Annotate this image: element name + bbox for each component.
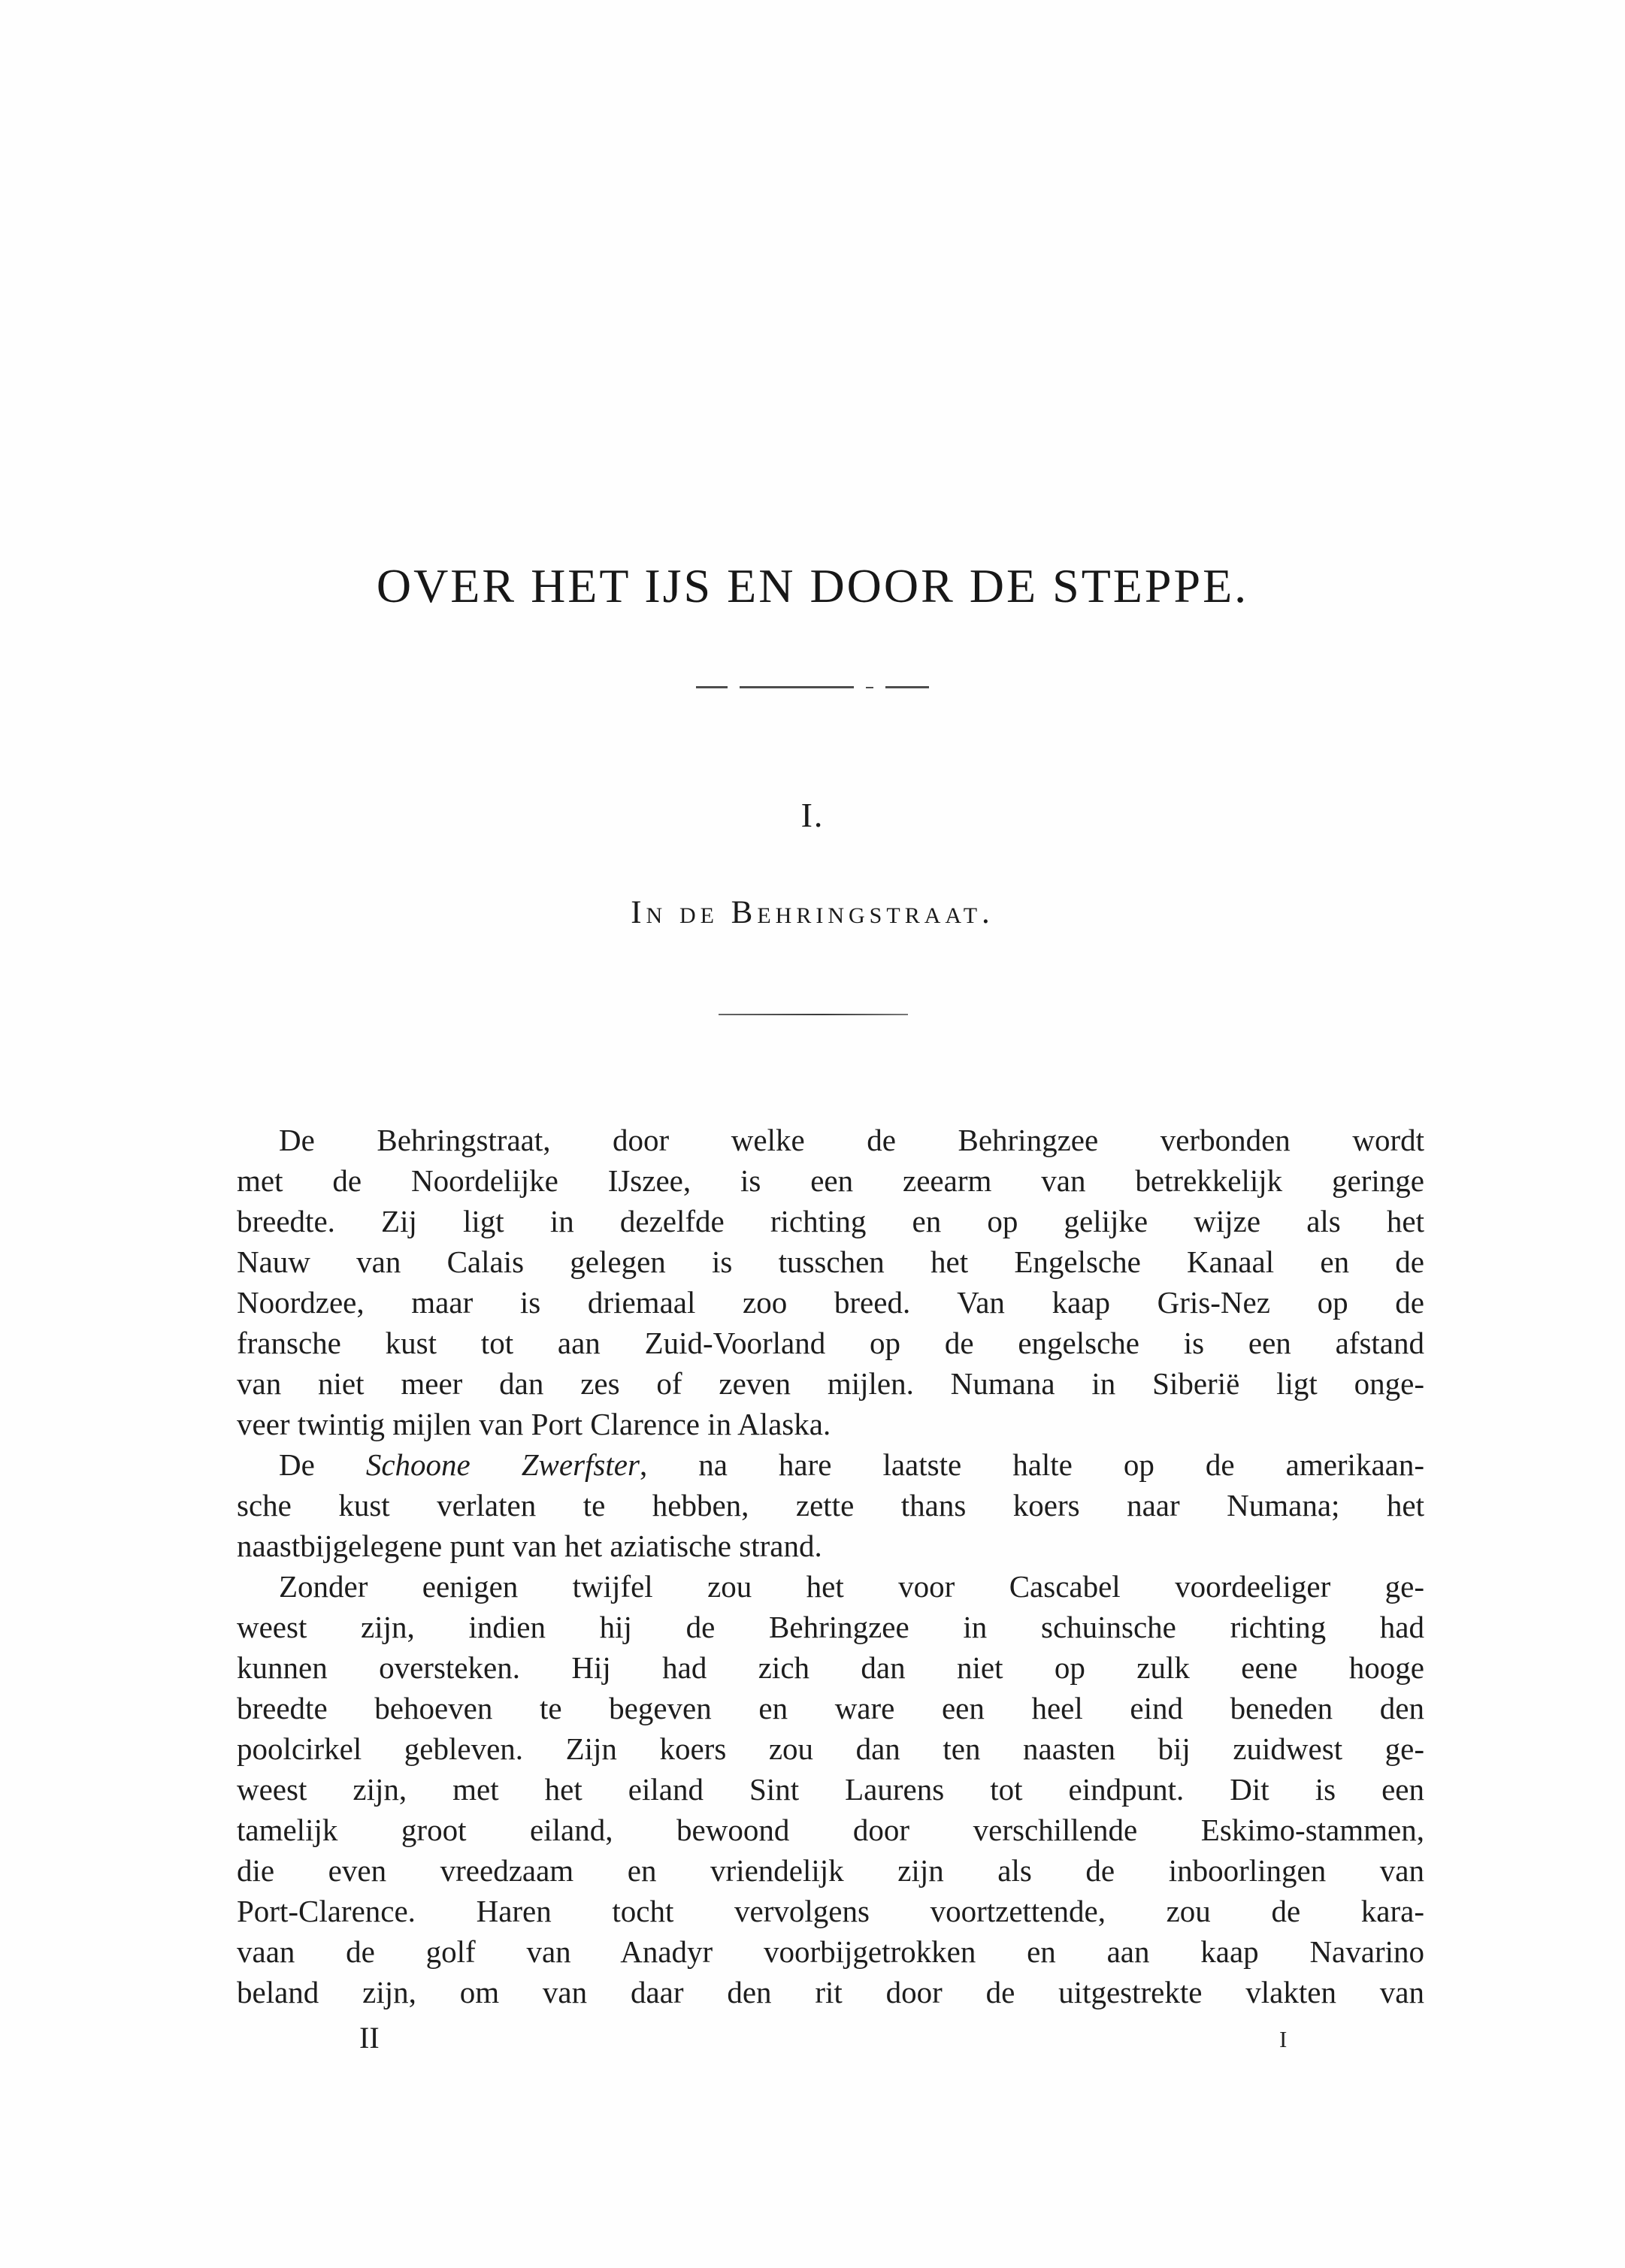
body-line: Nauw van Calais gelegen is tusschen het Engelsche Kanaal en de xyxy=(237,1244,1424,1279)
body-line: breedte behoeven te begeven en ware een heel eind beneden den xyxy=(237,1691,1424,1725)
chapter-number: I. xyxy=(800,796,825,834)
body-line: Port-Clarence. Haren tocht vervolgens voortzettende, zou de kara- xyxy=(237,1894,1424,1928)
divider-segment xyxy=(740,686,854,688)
body-text xyxy=(237,1120,1424,2012)
body-line: met de Noordelijke IJszee, is een zeearm van betrekkelijk geringe xyxy=(237,1163,1424,1198)
divider-segment xyxy=(696,686,728,688)
body-line: vaan de golf van Anadyr voorbijgetrokken en aan kaap Navarino xyxy=(237,1934,1424,1969)
body-line: breedte. Zij ligt in dezelfde richting en op gelijke wijze als het xyxy=(237,1204,1424,1238)
body-line: fransche kust tot aan Zuid-Voorland op de engelsche is een afstand xyxy=(237,1326,1424,1360)
body-line: van niet meer dan zes of zeven mijlen. Numana in Siberië ligt onge- xyxy=(237,1366,1424,1401)
body-line: naastbijgelegene punt van het aziatische strand. xyxy=(237,1529,822,1563)
divider-segment xyxy=(866,687,873,688)
divider-segment xyxy=(885,686,929,688)
signature-mark: II xyxy=(359,2021,380,2055)
body-line: sche kust verlaten te hebben, zette thans koers naar Numana; het xyxy=(237,1488,1424,1523)
chapter-title: In de Behringstraat. xyxy=(631,895,994,930)
body-line: De Behringstraat, door welke de Behringzee verbonden wordt xyxy=(279,1123,1424,1157)
page-number: I xyxy=(1279,2026,1288,2052)
body-line: kunnen oversteken. Hij had zich dan niet op zulk eene hooge xyxy=(237,1650,1424,1685)
body-line: weest zijn, indien hij de Behringzee in schuinsche richting had xyxy=(237,1610,1424,1644)
body-line: veer twintig mijlen van Port Clarence in Alaska. xyxy=(237,1407,831,1441)
body-line: die even vreedzaam en vriendelijk zijn als de inboorlingen van xyxy=(237,1853,1424,1888)
section-divider xyxy=(719,1014,908,1015)
body-line: beland zijn, om van daar den rit door de uitgestrekte vlakten van xyxy=(237,1975,1424,2009)
body-line: tamelijk groot eiland, bewoond door verschillende Eskimo-stammen, xyxy=(237,1813,1424,1847)
body-line: poolcirkel gebleven. Zijn koers zou dan ten naasten bij zuidwest ge- xyxy=(237,1731,1424,1766)
body-line: Zonder eenigen twijfel zou het voor Cascabel voordeeliger ge- xyxy=(279,1569,1424,1604)
body-line: Noordzee, maar is driemaal zoo breed. Van kaap Gris-Nez op de xyxy=(237,1285,1424,1320)
page-title: OVER HET IJS EN DOOR DE STEPPE. xyxy=(376,559,1249,612)
title-divider xyxy=(0,686,1625,688)
body-line: De Schoone Zwerfster, na hare laatste halte op de amerikaan- xyxy=(279,1447,1424,1482)
body-line: weest zijn, met het eiland Sint Laurens tot eindpunt. Dit is een xyxy=(237,1772,1424,1807)
